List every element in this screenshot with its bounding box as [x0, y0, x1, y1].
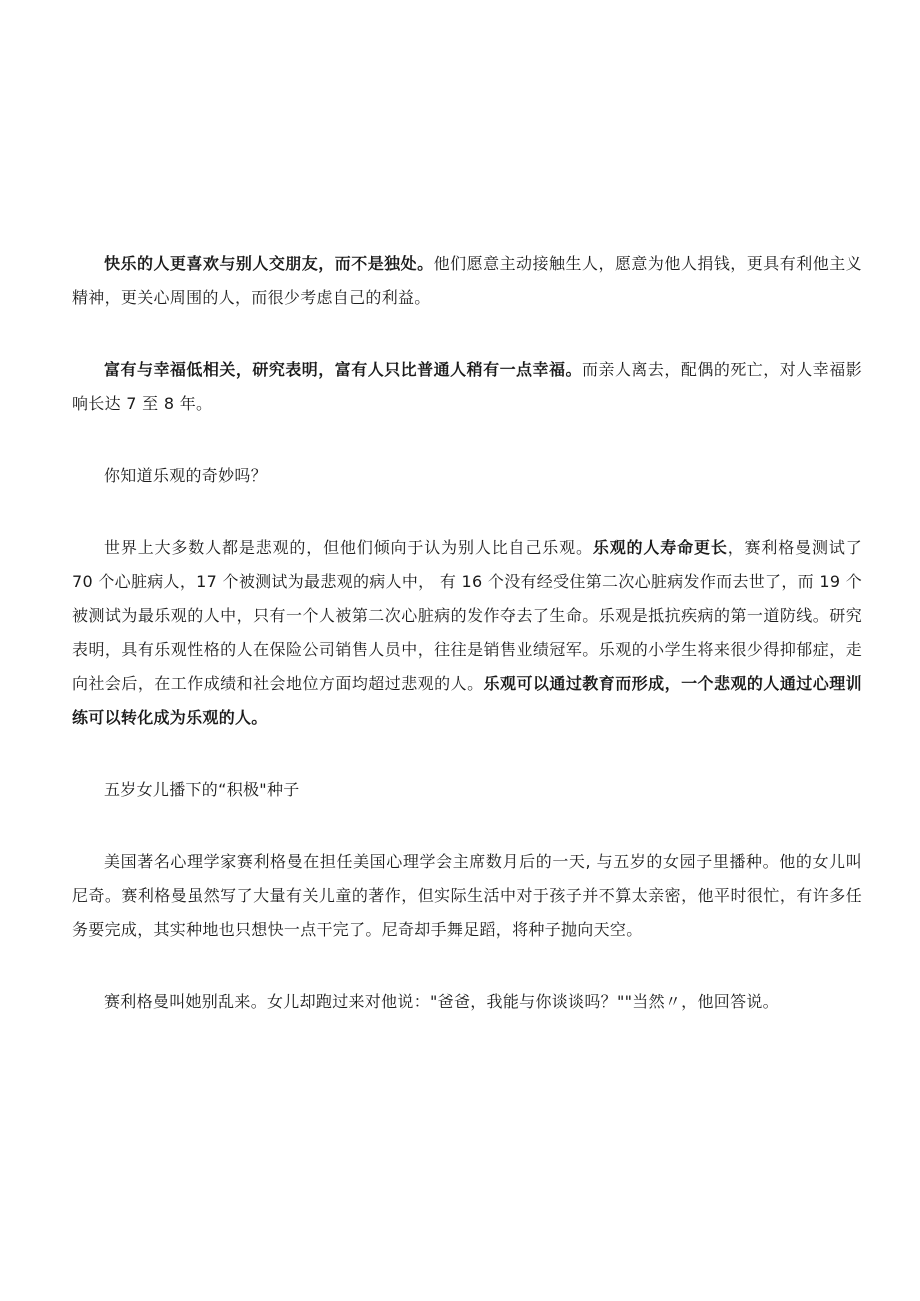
paragraph-optimism-body: ，赛利格曼测试了 70 个心脏病人，17 个被测试为最悲观的病人中， 有 16 个没有经受住第二次心脏病发作而去世了，而 19 个被测试为最乐观的人中，只有一个人被第二次心脏病的发作夺去了生命。乐观是抵抗疾病的第一道防线。研究表明，具有乐观性格的人在保险公司销售人员中，往往是销售业绩冠军。乐观的小学生将来很少得抑郁症，走向社会后，在工作成绩和社会地位方面均超过悲观的人。 [72, 538, 862, 693]
paragraph-optimism-bold-1: 乐观的人寿命更长 [592, 538, 728, 557]
document-body [72, 247, 862, 1057]
paragraph-1-text: 他们愿意主动接触生人，愿意为他人捐钱，更具有利他主义精神，更关心周围的人，而很少考虑自己的利益。 [72, 254, 862, 307]
paragraph-2-text: 而亲人离去，配偶的死亡，对人幸福影响长达 7 至 8 年。 [72, 360, 862, 413]
section-heading-seed-text: 五岁女儿播下的“积极"种子 [104, 780, 300, 799]
section-heading-seed [72, 773, 862, 807]
paragraph-optimism-intro: 世界上大多数人都是悲观的，但他们倾向于认为别人比自己乐观。 [104, 538, 593, 557]
paragraph-seligman-text: 美国著名心理学家赛利格曼在担任美国心理学会主席数月后的一天, 与五岁的女园子里播种。他的女儿叫尼奇。赛利格曼虽然写了大量有关儿童的著作，但实际生活中对于孩子并不算太亲密，他平时很忙，有许多任务要完成，其实种地也只想快一点干完了。尼奇却手舞足蹈，将种子抛向天空。 [72, 852, 862, 939]
section-heading-optimism-text: 你知道乐观的奇妙吗？ [104, 466, 268, 485]
section-heading-optimism [72, 459, 862, 493]
paragraph-2-bold-lead: 富有与幸福低相关，研究表明，富有人只比普通人稍有一点幸福。 [104, 360, 582, 379]
paragraph-optimism [72, 531, 862, 735]
paragraph-dialogue-text: 赛利格曼叫她别乱来。女儿却跑过来对他说："爸爸，我能与你谈谈吗？""当然〃，他回答说。 [104, 992, 779, 1011]
paragraph-1 [72, 247, 862, 315]
paragraph-1-bold-lead: 快乐的人更喜欢与别人交朋友，而不是独处。 [104, 254, 434, 273]
paragraph-seligman [72, 845, 862, 947]
paragraph-dialogue [72, 985, 862, 1019]
paragraph-optimism-bold-2: 乐观可以通过教育而形成，一个悲观的人通过心理训练可以转化成为乐观的人。 [72, 674, 862, 727]
paragraph-2 [72, 353, 862, 421]
